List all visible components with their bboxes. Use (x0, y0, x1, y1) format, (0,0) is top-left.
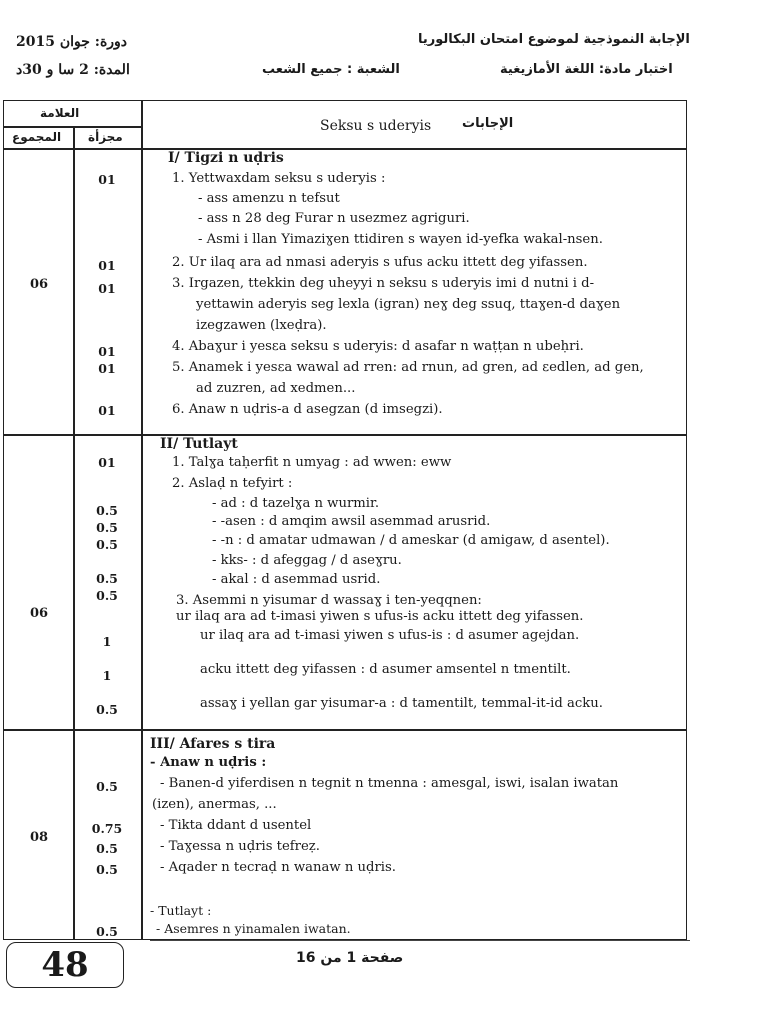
column-divider (73, 127, 75, 940)
answer-line: ur ilaq ara ad t-imasi yiwen s ufus-is : d asumer agejdan. (200, 628, 580, 643)
answer-line: 2. Ur ilaq ara ad nmasi aderyis s ufus acku ittett deg yifassen. (172, 255, 588, 270)
answer-line: yettawin aderyis seg lexla (igran) neɣ deg ssuq, ttaɣen-d daɣen (196, 297, 621, 312)
answer-line: - -asen : d amqim awsil asemmad arusrid. (212, 514, 491, 529)
answer-line: - ass amenzu n tefsut (198, 191, 340, 206)
line-mark: 0.5 (96, 862, 118, 877)
mark-header: العلامة (40, 106, 80, 120)
answer-line: izegzawen (lxeḍra). (196, 318, 327, 333)
line-mark: 0.5 (96, 503, 118, 518)
answer-line: - Taɣessa n uḍris tefreẓ. (160, 839, 320, 854)
line-mark: 01 (98, 361, 116, 376)
part-column-header: مجزأة (88, 130, 123, 144)
exam-title: الإجابة النموذجية لموضوع امتحان البكالوريا (418, 32, 690, 47)
exam-session: دورة: جوان 2015 (16, 34, 128, 50)
line-mark: 01 (98, 344, 116, 359)
section-total: 06 (29, 277, 49, 292)
answer-line: - Banen-d yiferdisen n tegnit n tmenna : amesgal, iswi, isalan iwatan (160, 776, 619, 791)
answer-line: - akal : d asemmad usrid. (212, 572, 381, 587)
line-mark: 0.5 (96, 841, 118, 856)
answers-title-latin: Seksu s uderyis (320, 118, 432, 134)
answers-title-arabic: الإجابات (462, 116, 514, 131)
section-total: 06 (29, 606, 49, 621)
answer-line: 6. Anaw n uḍris-a d asegzan (d imsegzi). (172, 402, 443, 417)
row-divider (3, 434, 687, 436)
line-mark: 0.5 (96, 588, 118, 603)
answer-line: 5. Anamek i yesεa wawal ad rren: ad rnun, ad gren, ad εedlen, ad gen, (172, 360, 644, 375)
answer-line: 2. Aslaḍ n tefyirt : (172, 476, 293, 491)
total-column-header: المجموع (12, 130, 62, 144)
row-divider (3, 126, 141, 128)
answer-line: 3. Irgazen, ttekkin deg uheyyi n seksu s uderyis imi d nutni i d- (172, 276, 595, 291)
line-mark: 1 (102, 668, 112, 683)
answer-line: ur ilaq ara ad t-imasi yiwen s ufus-is acku ittett deg yifassen. (176, 609, 584, 624)
exam-duration: المدة: 2 سا و 30د (16, 62, 130, 78)
line-mark: 01 (98, 403, 116, 418)
line-mark: 01 (98, 258, 116, 273)
answer-line: - Aqader n tecraḍ n wanaw n uḍris. (160, 860, 396, 875)
line-mark: 0.5 (96, 702, 118, 717)
answer-line: - ad : d tazelɣa n wurmir. (212, 496, 380, 511)
answer-line: assaɣ i yellan gar yisumar-a : d tamentilt, temmal-it-id acku. (200, 696, 603, 711)
line-mark: 0.5 (96, 779, 118, 794)
answer-line: (izen), anermas, ... (152, 797, 277, 812)
footer-divider (150, 940, 690, 941)
page-label: صفحة 1 من 16 (296, 950, 404, 966)
answer-line: - Tutlayt : (150, 903, 212, 918)
line-mark: 01 (98, 455, 116, 470)
answer-line: - -n : d amatar udmawan / d ameskar (d amigaw, d asentel). (212, 533, 610, 548)
row-divider (3, 148, 687, 150)
line-mark: 0.5 (96, 571, 118, 586)
answer-line: - ass n 28 deg Furar n usezmez agriguri. (198, 211, 470, 226)
answer-line: - Anaw n uḍris : (150, 755, 267, 770)
answer-line: ad zuzren, ad xedmen... (196, 381, 356, 396)
answer-line: 1. Talɣa taḥerfit n umyag : ad wwen: eww (172, 455, 452, 470)
line-mark: 0.5 (96, 537, 118, 552)
answer-line: 3. Asemmi n yisumar d wassaɣ i ten-yeqqnen: (176, 593, 482, 608)
page-number-box: 48 (6, 942, 124, 988)
answer-line: - Asemres n yinamalen iwatan. (156, 921, 351, 936)
answer-line: - Tikta ddant d usentel (160, 818, 312, 833)
answer-line: - Asmi i llan Yimaziɣen ttidiren s wayen id-yefka wakal-nsen. (198, 232, 603, 247)
column-divider (141, 100, 143, 940)
answer-line: - kks- : d afeggag / d aseɣru. (212, 553, 402, 568)
line-mark: 0.5 (96, 924, 118, 939)
section-title: II/ Tutlayt (160, 436, 238, 452)
line-mark: 01 (98, 172, 116, 187)
section-title: III/ Afares s tira (150, 736, 276, 752)
row-divider (3, 729, 687, 731)
line-mark: 01 (98, 281, 116, 296)
line-mark: 0.75 (91, 821, 123, 836)
line-mark: 1 (102, 634, 112, 649)
answer-line: acku ittett deg yifassen : d asumer amsentel n tmentilt. (200, 662, 571, 677)
section-title: I/ Tigzi n uḍris (168, 150, 284, 166)
section-total: 08 (29, 830, 49, 845)
line-mark: 0.5 (96, 520, 118, 535)
exam-subject: اختبار مادة: اللغة الأمازيغية (500, 62, 673, 77)
answer-line: 4. Abaɣur i yesεa seksu s uderyis: d asafar n waṭṭan n ubeḥri. (172, 339, 584, 354)
exam-branch: الشعبة : جميع الشعب (262, 62, 400, 77)
answer-line: 1. Yettwaxdam seksu s uderyis : (172, 171, 386, 186)
